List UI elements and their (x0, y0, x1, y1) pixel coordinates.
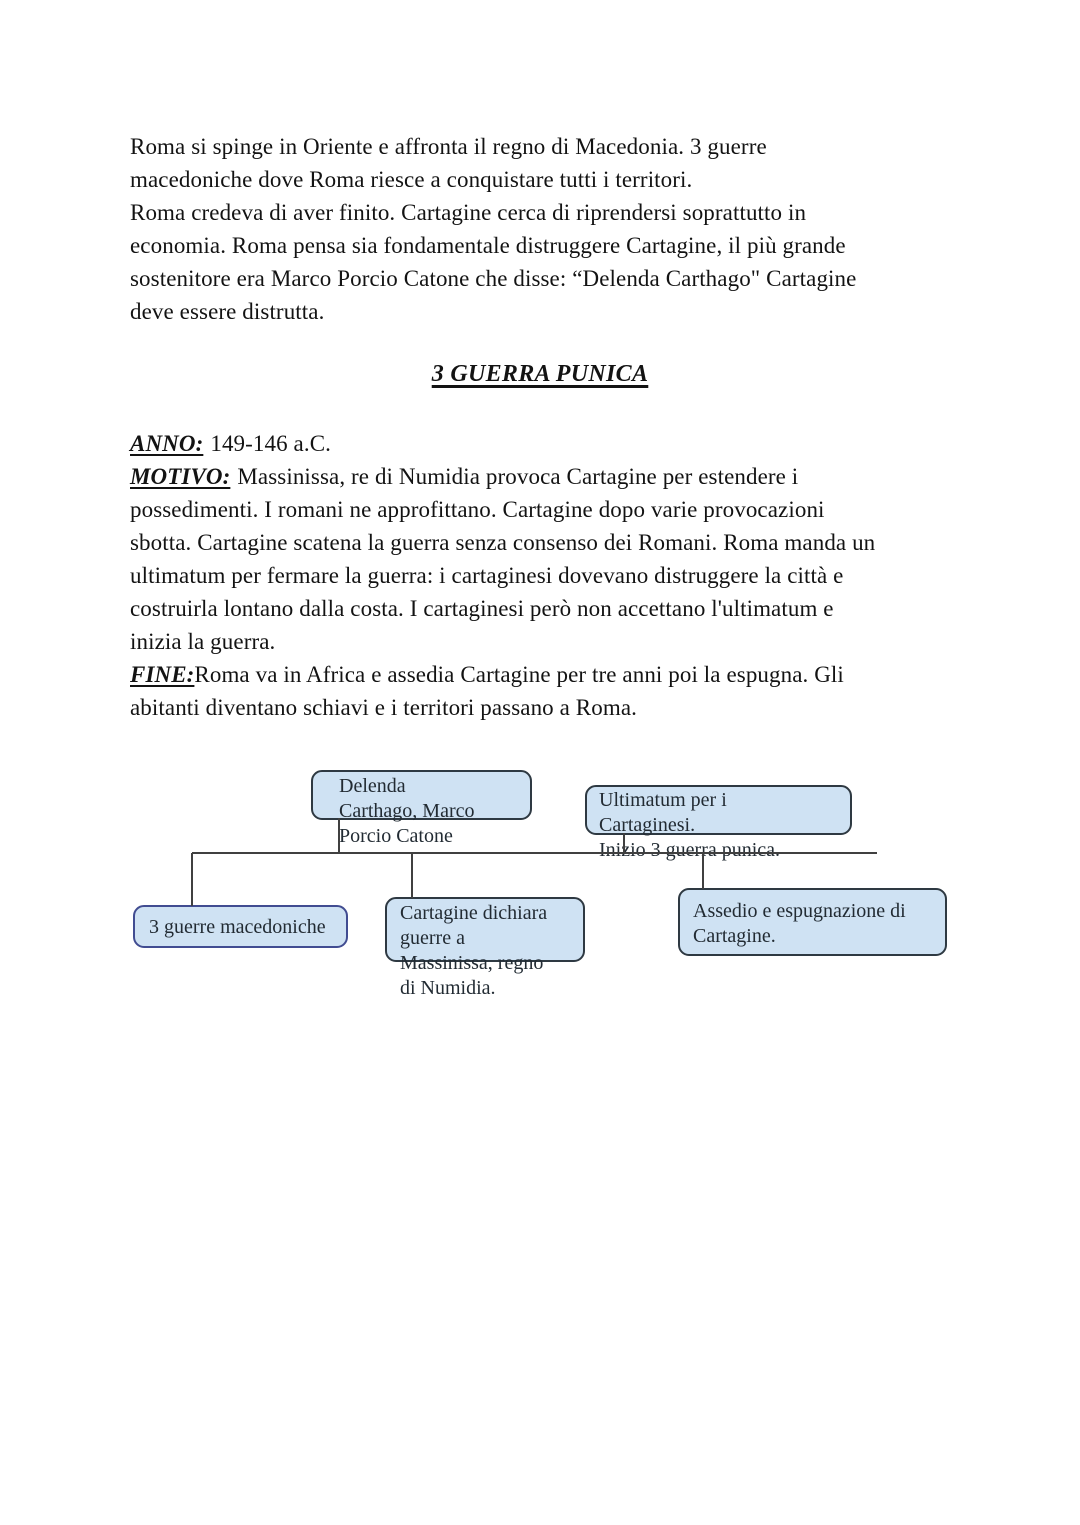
motivo-line: costruirla lontano dalla costa. I cartaginesi però non accettano l'ultimatum e (130, 596, 834, 621)
motivo-text: Massinissa, re di Numidia provoca Cartagine per estendere i (237, 464, 799, 489)
diagram-box-assedio (678, 888, 947, 956)
diagram-box-cartagine-dichiara (385, 897, 585, 999)
fine-label: FINE: (130, 662, 195, 687)
diagram-box-line: Cartagine dichiara (400, 902, 548, 924)
motivo-label: MOTIVO: (130, 464, 231, 489)
diagram-box-line: Ultimatum per i (599, 789, 727, 811)
intro-line: deve essere distrutta. (130, 299, 325, 324)
diagram-box-overflow-line: Inizio 3 guerra punica. (599, 839, 781, 861)
diagram-box-ultimatum (585, 785, 852, 861)
intro-line: economia. Roma pensa sia fondamentale distruggere Cartagine, il più grande (130, 233, 846, 258)
fine-line: abitanti diventano schiavi e i territori passano a Roma. (130, 695, 637, 720)
motivo-line: possedimenti. I romani ne approfittano. Cartagine dopo varie provocazioni (130, 497, 825, 522)
diagram-box-line: guerre a (400, 927, 465, 949)
diagram-box-line: 3 guerre macedoniche (149, 916, 326, 938)
diagram-box-line: Cartaginesi. (599, 814, 696, 836)
motivo-line: sbotta. Cartagine scatena la guerra senza consenso dei Romani. Roma manda un (130, 530, 876, 555)
diagram-box-line: Cartagine. (693, 925, 776, 947)
section-heading-text: 3 GUERRA PUNICA (431, 361, 649, 387)
diagram-box-line: Assedio e espugnazione di (693, 900, 906, 922)
motivo-line: ultimatum per fermare la guerra: i cartaginesi dovevano distruggere la città e (130, 563, 844, 588)
intro-line: macedoniche dove Roma riesce a conquistare tutti i territori. (130, 167, 693, 192)
intro-line: sostenitore era Marco Porcio Catone che disse: “Delenda Carthago" Cartagine (130, 266, 857, 291)
motivo-line: inizia la guerra. (130, 629, 276, 654)
fine-text: Roma va in Africa e assedia Cartagine per tre anni poi la espugna. Gli (194, 662, 844, 687)
anno-value: 149-146 a.C. (210, 431, 332, 456)
diagram-box-guerre-macedoniche (133, 905, 348, 948)
diagram-box-overflow-line: Massinissa, regno (400, 952, 544, 974)
diagram-box-overflow-line: di Numidia. (400, 977, 496, 999)
diagram-box-overflow-line: Porcio Catone (339, 825, 453, 847)
anno-label: ANNO: (130, 431, 204, 456)
diagram-box-line: Carthago, Marco (339, 800, 475, 822)
diagram-box-delenda-carthago (311, 770, 532, 847)
intro-line: Roma si spinge in Oriente e affronta il regno di Macedonia. 3 guerre (130, 134, 767, 159)
intro-line: Roma credeva di aver finito. Cartagine cerca di riprendersi soprattutto in (130, 200, 807, 225)
diagram-box-line: Delenda (339, 775, 406, 797)
